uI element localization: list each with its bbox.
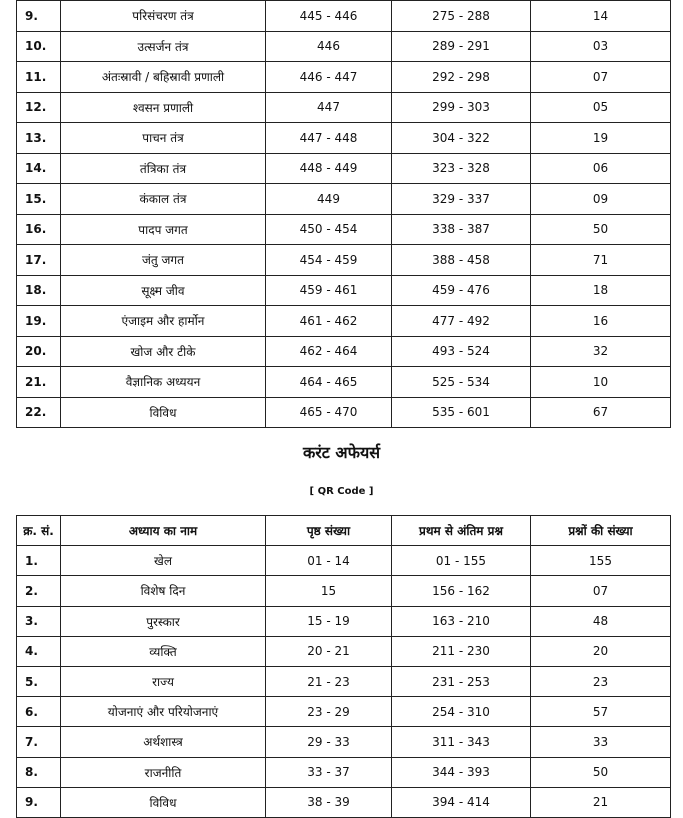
- header-question-range: प्रथम से अंतिम प्रश्न: [392, 516, 531, 546]
- table-row: [17, 636, 671, 666]
- cell-question-range: 156 - 162: [392, 576, 531, 606]
- cell-question-range: 459 - 476: [392, 275, 531, 306]
- cell-question-count: 10: [531, 367, 671, 398]
- table-header-row: [17, 516, 671, 546]
- cell-chapter-name: विविध: [61, 397, 266, 428]
- cell-page-numbers: 446: [266, 31, 392, 62]
- cell-question-count: 19: [531, 123, 671, 154]
- qr-code-label: [ QR Code ]: [309, 486, 374, 497]
- cell-chapter-name: राज्य: [61, 666, 266, 696]
- cell-chapter-name: पादप जगत: [61, 214, 266, 245]
- cell-question-range: 163 - 210: [392, 606, 531, 636]
- cell-page-numbers: 01 - 14: [266, 546, 392, 576]
- cell-question-count: 50: [531, 214, 671, 245]
- table-row: [17, 92, 671, 123]
- table-row: [17, 306, 671, 337]
- cell-question-count: 57: [531, 697, 671, 727]
- cell-chapter-name: खोज और टीके: [61, 336, 266, 367]
- cell-question-range: 329 - 337: [392, 184, 531, 215]
- table-row: [17, 153, 671, 184]
- table-row: [17, 757, 671, 787]
- cell-question-count: 16: [531, 306, 671, 337]
- cell-page-numbers: 449: [266, 184, 392, 215]
- cell-chapter-name: योजनाएं और परियोजनाएं: [61, 697, 266, 727]
- cell-page-numbers: 21 - 23: [266, 666, 392, 696]
- cell-question-count: 71: [531, 245, 671, 276]
- cell-serial-no: 3.: [17, 606, 61, 636]
- cell-page-numbers: 38 - 39: [266, 787, 392, 817]
- cell-chapter-name: विविध: [61, 787, 266, 817]
- cell-page-numbers: 445 - 446: [266, 1, 392, 32]
- cell-serial-no: 13.: [17, 123, 61, 154]
- cell-question-count: 21: [531, 787, 671, 817]
- cell-question-count: 03: [531, 31, 671, 62]
- table-row: [17, 62, 671, 93]
- cell-chapter-name: खेल: [61, 546, 266, 576]
- cell-question-range: 275 - 288: [392, 1, 531, 32]
- cell-chapter-name: तंत्रिका तंत्र: [61, 153, 266, 184]
- cell-page-numbers: 447: [266, 92, 392, 123]
- table-row: [17, 727, 671, 757]
- cell-page-numbers: 446 - 447: [266, 62, 392, 93]
- table-row: [17, 275, 671, 306]
- table-row: [17, 336, 671, 367]
- cell-question-count: 48: [531, 606, 671, 636]
- cell-chapter-name: विशेष दिन: [61, 576, 266, 606]
- cell-serial-no: 19.: [17, 306, 61, 337]
- cell-page-numbers: 461 - 462: [266, 306, 392, 337]
- table-row: [17, 367, 671, 398]
- table-row: [17, 123, 671, 154]
- cell-question-count: 155: [531, 546, 671, 576]
- cell-question-range: 535 - 601: [392, 397, 531, 428]
- table-row: [17, 1, 671, 32]
- cell-question-count: 14: [531, 1, 671, 32]
- cell-question-range: 323 - 328: [392, 153, 531, 184]
- cell-serial-no: 8.: [17, 757, 61, 787]
- cell-serial-no: 7.: [17, 727, 61, 757]
- cell-question-count: 07: [531, 62, 671, 93]
- cell-serial-no: 2.: [17, 576, 61, 606]
- table-row: [17, 576, 671, 606]
- cell-page-numbers: 33 - 37: [266, 757, 392, 787]
- cell-chapter-name: सूक्ष्म जीव: [61, 275, 266, 306]
- cell-question-range: 388 - 458: [392, 245, 531, 276]
- cell-question-count: 20: [531, 636, 671, 666]
- cell-page-numbers: 459 - 461: [266, 275, 392, 306]
- cell-serial-no: 12.: [17, 92, 61, 123]
- header-serial-no: क्र. सं.: [17, 516, 61, 546]
- cell-serial-no: 15.: [17, 184, 61, 215]
- table-row: [17, 31, 671, 62]
- cell-serial-no: 6.: [17, 697, 61, 727]
- cell-question-range: 493 - 524: [392, 336, 531, 367]
- cell-question-count: 67: [531, 397, 671, 428]
- table-row: [17, 397, 671, 428]
- cell-chapter-name: राजनीति: [61, 757, 266, 787]
- cell-question-range: 292 - 298: [392, 62, 531, 93]
- cell-question-count: 06: [531, 153, 671, 184]
- cell-question-count: 05: [531, 92, 671, 123]
- cell-serial-no: 4.: [17, 636, 61, 666]
- header-question-count: प्रश्नों की संख्या: [531, 516, 671, 546]
- cell-serial-no: 22.: [17, 397, 61, 428]
- cell-page-numbers: 20 - 21: [266, 636, 392, 666]
- cell-page-numbers: 29 - 33: [266, 727, 392, 757]
- cell-page-numbers: 464 - 465: [266, 367, 392, 398]
- cell-question-count: 50: [531, 757, 671, 787]
- cell-page-numbers: 447 - 448: [266, 123, 392, 154]
- cell-question-count: 33: [531, 727, 671, 757]
- cell-question-range: 231 - 253: [392, 666, 531, 696]
- cell-question-range: 289 - 291: [392, 31, 531, 62]
- cell-serial-no: 11.: [17, 62, 61, 93]
- cell-question-range: 338 - 387: [392, 214, 531, 245]
- table-row: [17, 214, 671, 245]
- cell-chapter-name: अर्थशास्त्र: [61, 727, 266, 757]
- cell-chapter-name: एंजाइम और हार्मोन: [61, 306, 266, 337]
- cell-serial-no: 14.: [17, 153, 61, 184]
- cell-question-range: 344 - 393: [392, 757, 531, 787]
- cell-serial-no: 17.: [17, 245, 61, 276]
- cell-page-numbers: 448 - 449: [266, 153, 392, 184]
- section-title-current-affairs: करंट अफेयर्स: [302, 443, 381, 462]
- cell-chapter-name: अंतःस्रावी / बहिस्रावी प्रणाली: [61, 62, 266, 93]
- cell-chapter-name: वैज्ञानिक अध्ययन: [61, 367, 266, 398]
- cell-chapter-name: उत्सर्जन तंत्र: [61, 31, 266, 62]
- cell-question-range: 254 - 310: [392, 697, 531, 727]
- table-row: [17, 606, 671, 636]
- header-chapter-name: अध्याय का नाम: [61, 516, 266, 546]
- chapter-index-table-current-affairs: [16, 515, 671, 818]
- cell-serial-no: 16.: [17, 214, 61, 245]
- cell-serial-no: 9.: [17, 1, 61, 32]
- cell-question-range: 299 - 303: [392, 92, 531, 123]
- cell-page-numbers: 465 - 470: [266, 397, 392, 428]
- cell-chapter-name: श्वसन प्रणाली: [61, 92, 266, 123]
- cell-serial-no: 10.: [17, 31, 61, 62]
- cell-serial-no: 21.: [17, 367, 61, 398]
- cell-chapter-name: व्यक्ति: [61, 636, 266, 666]
- cell-question-range: 477 - 492: [392, 306, 531, 337]
- header-page-numbers: पृष्ठ संख्या: [266, 516, 392, 546]
- cell-question-range: 304 - 322: [392, 123, 531, 154]
- cell-question-range: 525 - 534: [392, 367, 531, 398]
- cell-page-numbers: 462 - 464: [266, 336, 392, 367]
- cell-question-count: 32: [531, 336, 671, 367]
- table-row: [17, 245, 671, 276]
- cell-question-count: 07: [531, 576, 671, 606]
- cell-chapter-name: कंकाल तंत्र: [61, 184, 266, 215]
- cell-serial-no: 20.: [17, 336, 61, 367]
- table-row: [17, 184, 671, 215]
- cell-question-range: 01 - 155: [392, 546, 531, 576]
- table-row: [17, 666, 671, 696]
- cell-question-range: 394 - 414: [392, 787, 531, 817]
- cell-question-count: 23: [531, 666, 671, 696]
- cell-serial-no: 5.: [17, 666, 61, 696]
- cell-chapter-name: पाचन तंत्र: [61, 123, 266, 154]
- cell-serial-no: 9.: [17, 787, 61, 817]
- cell-chapter-name: परिसंचरण तंत्र: [61, 1, 266, 32]
- cell-serial-no: 18.: [17, 275, 61, 306]
- cell-chapter-name: पुरस्कार: [61, 606, 266, 636]
- cell-chapter-name: जंतु जगत: [61, 245, 266, 276]
- cell-question-range: 311 - 343: [392, 727, 531, 757]
- cell-question-range: 211 - 230: [392, 636, 531, 666]
- cell-page-numbers: 454 - 459: [266, 245, 392, 276]
- table-row: [17, 546, 671, 576]
- cell-serial-no: 1.: [17, 546, 61, 576]
- table-row: [17, 697, 671, 727]
- cell-page-numbers: 23 - 29: [266, 697, 392, 727]
- chapter-index-table-biology: [16, 0, 671, 428]
- cell-page-numbers: 15 - 19: [266, 606, 392, 636]
- cell-question-count: 18: [531, 275, 671, 306]
- cell-page-numbers: 15: [266, 576, 392, 606]
- cell-question-count: 09: [531, 184, 671, 215]
- table-row: [17, 787, 671, 817]
- cell-page-numbers: 450 - 454: [266, 214, 392, 245]
